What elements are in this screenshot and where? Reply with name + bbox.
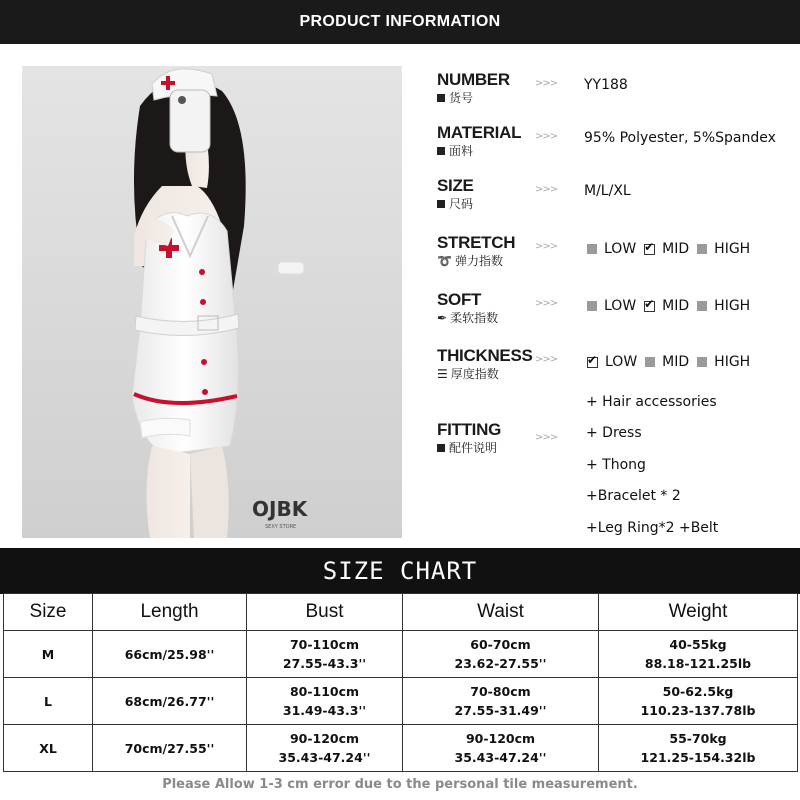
square-bullet-icon <box>437 200 445 208</box>
fitting-item: +Leg Ring*2 +Belt <box>586 520 719 536</box>
stretch-icon: ➰ <box>437 254 452 268</box>
checkbox-checked-icon <box>644 301 655 312</box>
feather-icon: ✒ <box>437 311 448 325</box>
spec-value: YY188 <box>584 77 628 93</box>
chevrons-right-icon: >>> <box>535 432 558 443</box>
nurse-costume-model-illustration <box>22 66 402 538</box>
rating-thickness <box>437 346 797 386</box>
table-cell: XL <box>4 725 93 772</box>
checkbox-icon <box>587 244 597 254</box>
spec-value: 95% Polyester, 5%Spandex <box>584 130 776 146</box>
table-cell: 90-120cm 35.43-47.24'' <box>403 725 599 772</box>
fitting-item: + Thong <box>586 457 646 473</box>
checkbox-checked-icon <box>587 357 598 368</box>
spec-label-cn: 面料 <box>437 142 473 159</box>
rating-options: LOW ✔ MID HIGH <box>587 241 758 257</box>
rating-label-en: THICKNESS <box>437 346 533 365</box>
size-chart-title: SIZE CHART <box>0 548 800 594</box>
table-cell: 70-110cm 27.55-43.3'' <box>247 631 403 678</box>
table-row <box>4 678 798 725</box>
table-cell: 40-55kg 88.18-121.25lb <box>599 631 798 678</box>
column-header: Waist <box>403 594 599 631</box>
table-cell: 70-80cm 27.55-31.49'' <box>403 678 599 725</box>
chevrons-right-icon: >>> <box>535 241 558 252</box>
layers-icon: ☰ <box>437 367 448 381</box>
spec-label-en: SIZE <box>437 176 474 195</box>
rating-label-cn: ☰ 厚度指数 <box>437 367 499 381</box>
ojbk-logo: OJBK <box>252 497 308 521</box>
header-title: PRODUCT INFORMATION <box>299 13 501 30</box>
table-cell: 60-70cm 23.62-27.55'' <box>403 631 599 678</box>
table-cell: 66cm/25.98'' <box>93 631 247 678</box>
spec-size <box>437 176 797 216</box>
column-header: Length <box>93 594 247 631</box>
rating-label-cn: ✒ 柔软指数 <box>437 311 499 325</box>
fitting-item: + Dress <box>586 425 642 441</box>
table-cell: L <box>4 678 93 725</box>
table-row <box>4 631 798 678</box>
spec-label-en: NUMBER <box>437 70 510 89</box>
square-bullet-icon <box>437 94 445 102</box>
product-information-header <box>0 0 800 44</box>
rating-stretch <box>437 233 797 273</box>
spec-material <box>437 123 797 163</box>
product-photo <box>22 66 402 538</box>
table-cell: M <box>4 631 93 678</box>
rating-label-cn: ➰ 弹力指数 <box>437 254 503 268</box>
fitting-item: + Hair accessories <box>586 394 717 410</box>
column-header: Bust <box>247 594 403 631</box>
rating-label-en: STRETCH <box>437 233 516 252</box>
checkbox-checked-icon <box>644 244 655 255</box>
table-cell: 68cm/26.77'' <box>93 678 247 725</box>
square-bullet-icon <box>437 147 445 155</box>
chevrons-right-icon: >>> <box>535 184 558 195</box>
column-header: Size <box>4 594 93 631</box>
table-row <box>4 725 798 772</box>
chevrons-right-icon: >>> <box>535 78 558 89</box>
column-header: Weight <box>599 594 798 631</box>
spec-label-cn: 配件说明 <box>437 439 497 456</box>
rating-options: LOW ✔ MID HIGH <box>587 298 758 314</box>
table-cell: 80-110cm 31.49-43.3'' <box>247 678 403 725</box>
rating-label-en: SOFT <box>437 290 482 309</box>
checkbox-icon <box>697 301 707 311</box>
checkbox-icon <box>697 244 707 254</box>
rating-options: ✔ LOW MID HIGH <box>587 354 758 370</box>
size-chart-table <box>3 593 798 772</box>
spec-label-en: MATERIAL <box>437 123 522 142</box>
table-cell: 55-70kg 121.25-154.32lb <box>599 725 798 772</box>
spec-label-cn: 货号 <box>437 89 473 106</box>
table-header-row <box>4 594 798 631</box>
checkbox-icon <box>587 301 597 311</box>
rating-soft <box>437 290 797 330</box>
spec-label-cn: 尺码 <box>437 195 473 212</box>
checkbox-icon <box>645 357 655 367</box>
fitting-item: +Bracelet * 2 <box>586 488 681 504</box>
chevrons-right-icon: >>> <box>535 298 558 309</box>
table-cell: 90-120cm 35.43-47.24'' <box>247 725 403 772</box>
table-cell: 50-62.5kg 110.23-137.78lb <box>599 678 798 725</box>
spec-value: M/L/XL <box>584 183 631 199</box>
chevrons-right-icon: >>> <box>535 354 558 365</box>
measurement-footnote: Please Allow 1-3 cm error due to the personal tile measurement. <box>162 777 638 792</box>
table-cell: 70cm/27.55'' <box>93 725 247 772</box>
chevrons-right-icon: >>> <box>535 131 558 142</box>
ojbk-logo-sub: SEXY STORE <box>265 524 297 530</box>
square-bullet-icon <box>437 444 445 452</box>
spec-label-en: FITTING <box>437 420 501 439</box>
spec-number <box>437 70 797 110</box>
checkbox-icon <box>697 357 707 367</box>
